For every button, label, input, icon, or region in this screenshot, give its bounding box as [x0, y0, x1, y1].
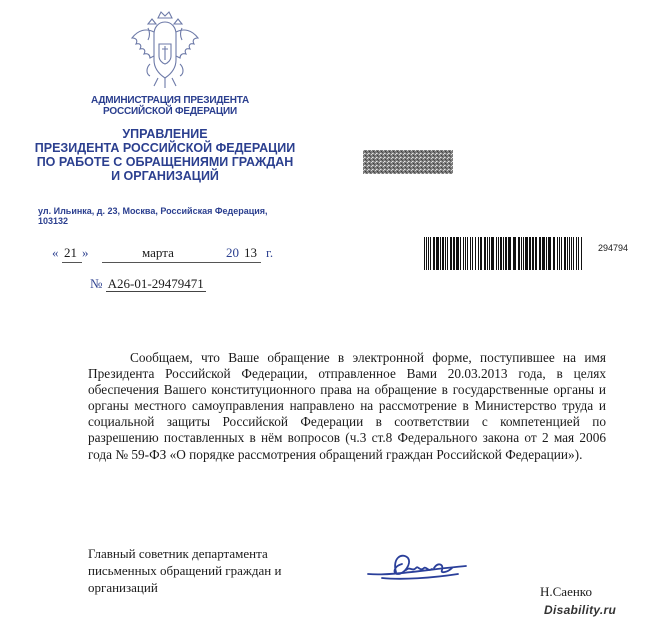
letter-body	[88, 350, 606, 463]
date-month: марта	[142, 245, 174, 260]
signer-title	[88, 545, 318, 596]
department-line-1: УПРАВЛЕНИЕ	[122, 127, 208, 141]
department-heading	[30, 127, 300, 183]
date-close-quote: »	[82, 245, 89, 260]
signer-title-line-1: Главный советник департамента	[88, 546, 268, 561]
date-open-quote: «	[52, 245, 59, 260]
address: ул. Ильинка, д. 23, Москва, Российская Федерация, 103132	[38, 206, 268, 226]
date-day: 21	[64, 245, 77, 260]
signer-name: Н.Саенко	[540, 584, 592, 599]
administration-heading	[70, 95, 270, 117]
date-year-prefix: 20	[226, 245, 239, 260]
document-date	[52, 245, 292, 265]
document-number	[90, 276, 206, 292]
admin-line-2: РОССИЙСКОЙ ФЕДЕРАЦИИ	[103, 106, 237, 117]
department-line-3: ПО РАБОТЕ С ОБРАЩЕНИЯМИ ГРАЖДАН	[36, 155, 294, 169]
handwritten-signature	[362, 548, 472, 586]
coat-of-arms-icon	[128, 8, 202, 90]
department-line-4: И ОРГАНИЗАЦИЙ	[111, 169, 219, 183]
signer-title-line-2: письменных обращений граждан и	[88, 563, 282, 578]
date-year-suffix: 13	[244, 245, 257, 260]
registration-stamp	[363, 150, 453, 174]
number-value: А26-01-29479471	[107, 276, 204, 291]
barcode	[424, 237, 584, 270]
watermark: Disability.ru	[544, 603, 617, 617]
body-paragraph: Сообщаем, что Ваше обращение в электронной форме, поступившее на имя Президента Российской Федерации, отправленное Вами 20.03.2013 года, в целях обеспечения Вашего конституционного права на обращение в государственные органы и органы местного самоуправления направлено на рассмотрение в Министерство труда и социальной защиты Российской Федерации в соответствии с компетенцией по разрешению поставленных в нём вопросов (ч.3 ст.8 Федерального закона от 2 мая 2006 года № 59-ФЗ «О порядке рассмотрения обращений граждан Российской Федерации»).	[88, 350, 606, 462]
date-year-unit: г.	[266, 245, 274, 260]
number-sign: №	[90, 276, 103, 291]
admin-line-1: АДМИНИСТРАЦИЯ ПРЕЗИДЕНТА	[90, 95, 250, 106]
barcode-number: 294794	[598, 243, 629, 253]
department-line-2: ПРЕЗИДЕНТА РОССИЙСКОЙ ФЕДЕРАЦИИ	[34, 141, 296, 155]
signer-title-line-3: организаций	[88, 580, 158, 595]
